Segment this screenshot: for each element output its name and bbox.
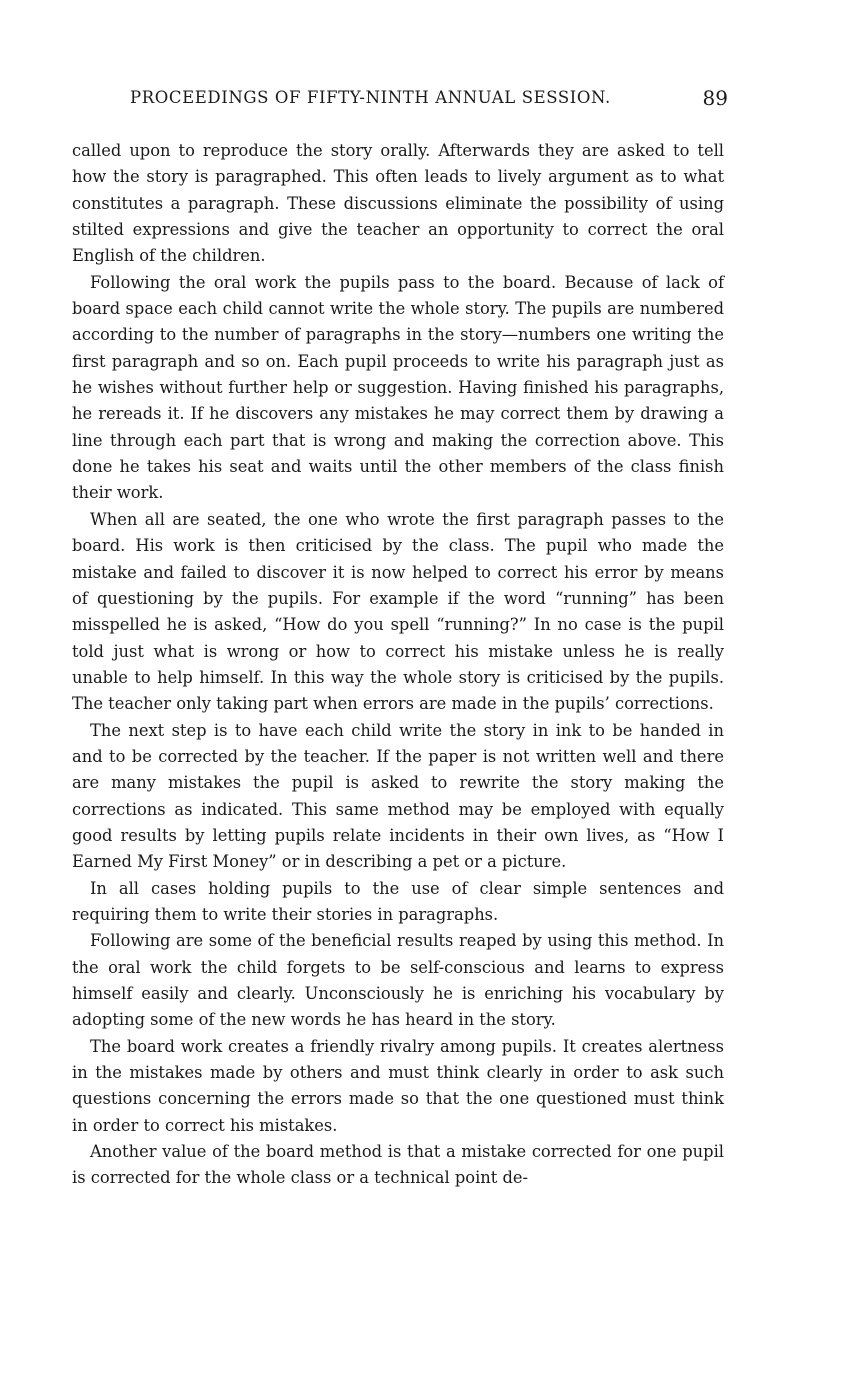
- paragraph: The board work creates a friendly rivalry among pupils. It creates alertness in the mistakes made by others and must think clearly in order to ask such questions concerning the errors made so that the one questioned must think in order to correct his mistakes.: [72, 1036, 724, 1135]
- body-text: [72, 138, 724, 1192]
- paragraph: Following are some of the beneficial results reaped by using this method. In the oral work the child forgets to be self-conscious and learns to express himself easily and clearly. Unconsciously he is enriching his vocabulary by adopting some of the new words he has heard in the story.: [72, 931, 724, 1030]
- paragraph: The next step is to have each child write the story in ink to be handed in and to be corrected by the teacher. If the paper is not written well and there are many mistakes the pupil is asked to rewrite the story making the corrections as indicated. This same method may be employed with equally good results by letting pupils relate incidents in their own lives, as “How I Earned My First Money” or in describing a pet or a picture.: [72, 720, 724, 872]
- header-title: PROCEEDINGS OF FIFTY-NINTH ANNUAL SESSION.: [130, 88, 611, 107]
- page-number: 89: [702, 86, 728, 110]
- paragraph: In all cases holding pupils to the use of clear simple sentences and requiring them to write their stories in paragraphs.: [72, 878, 724, 924]
- paragraph: called upon to reproduce the story orally. Afterwards they are asked to tell how the story is paragraphed. This often leads to lively argument as to what constitutes a paragraph. These discussions eliminate the possibility of using stilted expressions and give the teacher an opportunity to correct the oral English of the children.: [72, 141, 724, 266]
- paragraph: When all are seated, the one who wrote the first paragraph passes to the board. His work is then criticised by the class. The pupil who made the mistake and failed to discover it is now helped to correct his error by means of questioning by the pupils. For example if the word “running” has been misspelled he is asked, “How do you spell “running?” In no case is the pupil told just what is wrong or how to correct his mistake unless he is really unable to help himself. In this way the whole story is criticised by the pupils. The teacher only taking part when errors are made in the pupils’ corrections.: [72, 509, 724, 714]
- paragraph: Another value of the board method is that a mistake corrected for one pupil is corrected for the whole class or a technical point de-: [72, 1142, 724, 1188]
- paragraph: Following the oral work the pupils pass to the board. Because of lack of board space each child cannot write the whole story. The pupils are numbered according to the number of paragraphs in the story—numbers one writing the first paragraph and so on. Each pupil proceeds to write his paragraph just as he wishes without further help or suggestion. Having finished his paragraphs, he rereads it. If he discovers any mistakes he may correct them by drawing a line through each part that is wrong and making the correction above. This done he takes his seat and waits until the other members of the class finish their work.: [72, 272, 724, 503]
- running-header: [130, 86, 728, 114]
